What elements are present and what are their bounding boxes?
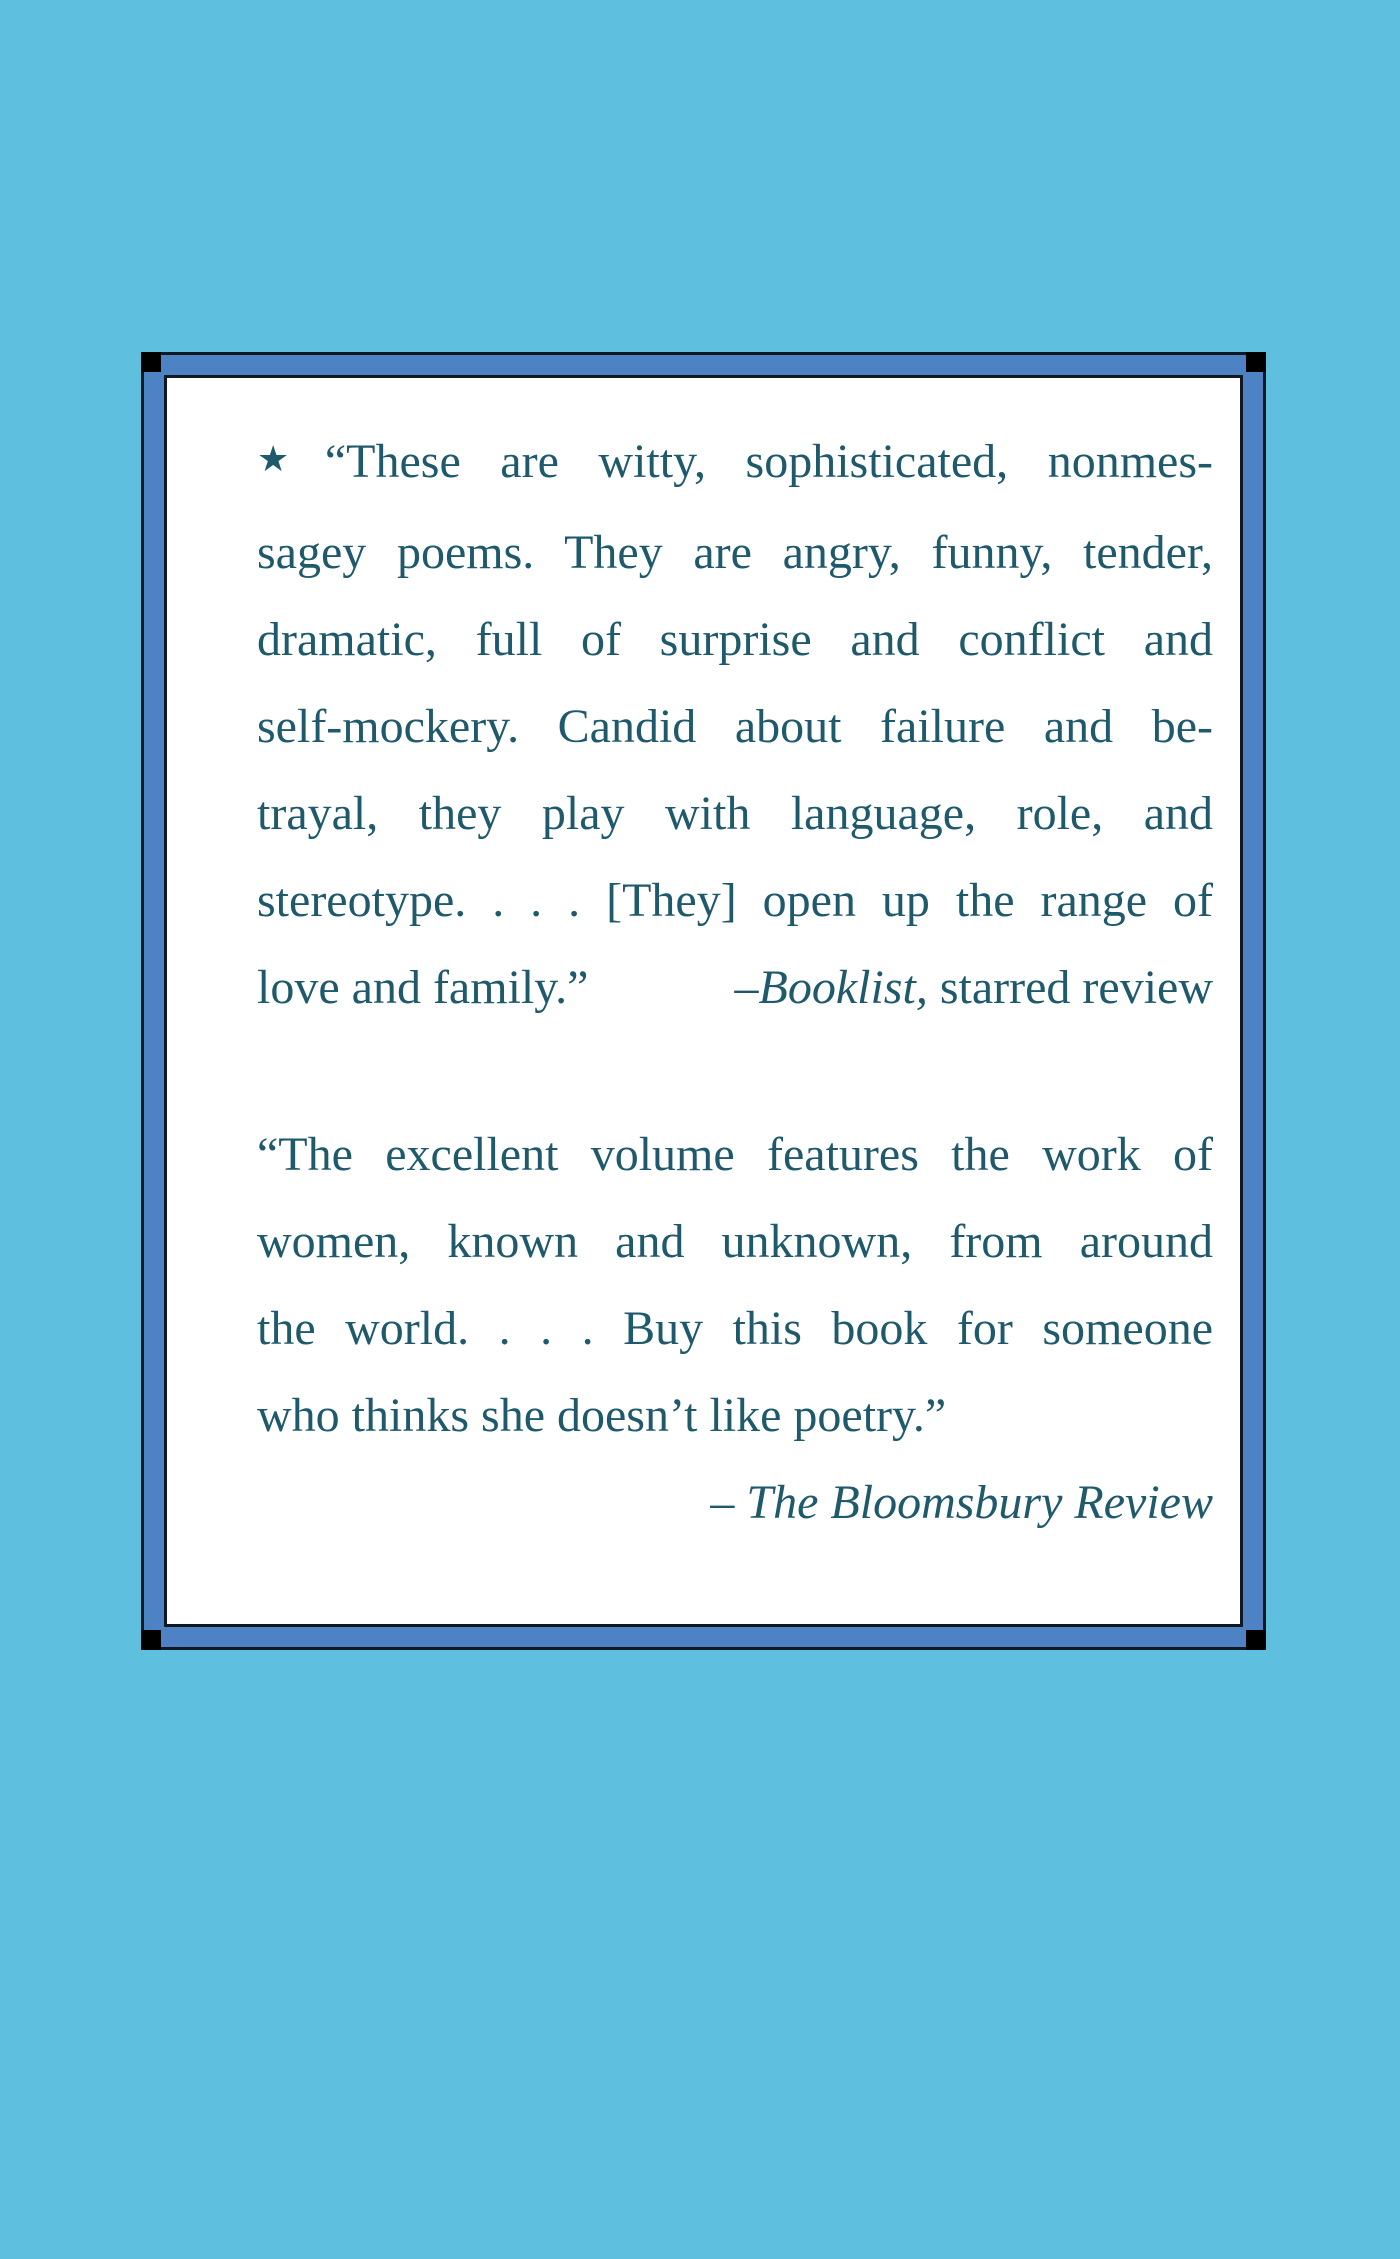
review-frame [141,352,1266,1650]
frame-corner-top-left [141,352,161,372]
quote-line: stereotype. . . . [They] open up the range of [257,874,1213,927]
quote-line: love and family.” –Booklist, starred review [257,944,1213,1031]
attribution-note: starred review [927,961,1213,1014]
quote-line: sagey poems. They are angry, funny, tender, [257,526,1213,579]
quote-line: who thinks she doesn’t like poetry.” [257,1389,947,1442]
attribution-source: Booklist, [758,961,928,1014]
quote-line: “The excellent volume features the work of [257,1128,1213,1181]
quote-line: dramatic, full of surprise and conflict and [257,613,1213,666]
quote-line: women, known and unknown, from around [257,1215,1213,1268]
review-panel [164,375,1243,1627]
frame-corner-bottom-right [1246,1630,1266,1650]
review-attribution-bloomsbury: – The Bloomsbury Review [710,1476,1213,1529]
quote-line: ★ “These are witty, sophisticated, nonmes- [257,435,1213,488]
frame-corner-top-right [1246,352,1266,372]
review-attribution-booklist: –Booklist, starred review [734,961,1213,1014]
review-quote-booklist [257,418,1213,1031]
quote-line: the world. . . . Buy this book for someone [257,1302,1213,1355]
review-quote-bloomsbury [257,1111,1213,1546]
quote-line: trayal, they play with language, role, and [257,787,1213,840]
quote-line: self-mockery. Candid about failure and be- [257,700,1213,753]
attribution-source: The Bloomsbury Review [746,1476,1213,1529]
frame-corner-bottom-left [141,1630,161,1650]
star-icon: ★ [257,439,317,479]
